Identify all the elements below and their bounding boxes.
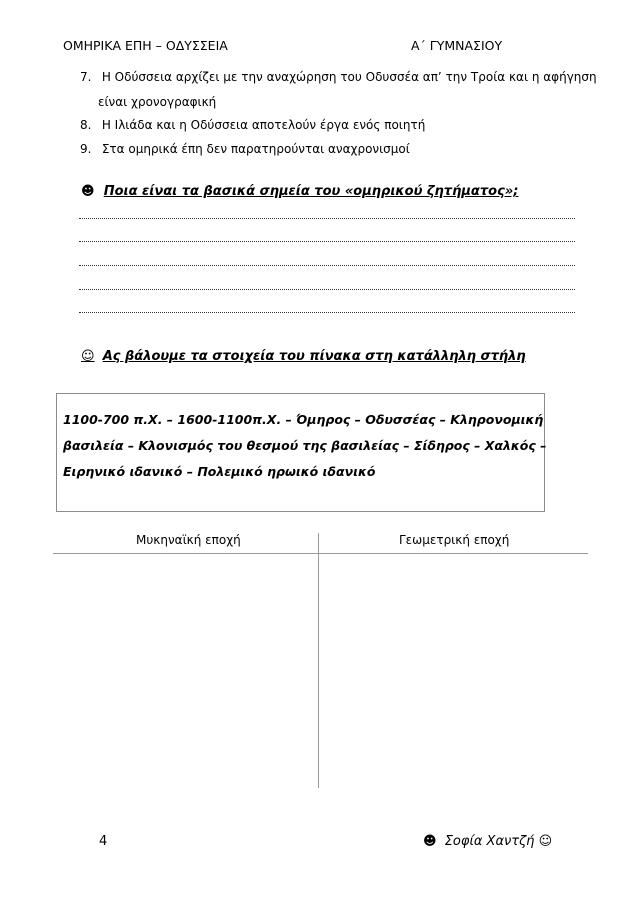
question-sort-items [81,349,526,364]
items-box [56,393,545,512]
author-signature [423,834,552,849]
statement-number: 9. [80,142,92,156]
table-column-divider [318,533,319,788]
statement-7-continuation: είναι χρονογραφική [98,95,217,109]
bullet-face-icon: ☻ [81,184,95,199]
smiley-icon: ☺ [81,349,95,364]
answer-line[interactable] [79,311,575,313]
table-header-divider [53,553,588,554]
statement-number: 8. [80,118,92,132]
answer-line[interactable] [79,217,575,219]
author-name: Σοφία Χαντζή [444,834,535,849]
column-mycenaean-area[interactable] [53,555,317,788]
column-header-geometric: Γεωμετρική εποχή [399,533,510,547]
header-class: Α΄ ΓΥΜΝΑΣΙΟΥ [411,38,503,53]
question-text: Ας βάλουμε τα στοιχεία του πίνακα στη κατάλληλη στήλη [102,349,526,364]
items-line-1: 1100-700 π.Χ. – 1600-1100π.Χ. – Όμηρος – Οδυσσέας – Κληρονομική [63,412,544,427]
column-geometric-area[interactable] [320,555,588,788]
question-text: Ποια είναι τα βασικά σημεία του «ομηρικού ζητήματος»; [103,184,519,199]
header-title: ΟΜΗΡΙΚΑ ΕΠΗ – ΟΔΥΣΣΕΙΑ [63,38,228,53]
statement-9 [80,142,410,156]
statement-text: Η Οδύσσεια αρχίζει με την αναχώρηση του Οδυσσέα απ’ την Τροία και η αφήγηση [101,70,597,84]
statement-8 [80,118,425,132]
bullet-face-icon: ☻ [423,834,437,849]
statement-text: Στα ομηρικά έπη δεν παρατηρούνται αναχρονισμοί [101,142,410,156]
statement-text: Η Ιλιάδα και η Οδύσσεια αποτελούν έργα ενός ποιητή [101,118,426,132]
statement-number: 7. [80,70,92,84]
question-homeric-issue [81,184,518,199]
answer-line[interactable] [79,240,575,242]
answer-line[interactable] [79,288,575,290]
items-line-3: Ειρηνικό ιδανικό – Πολεμικό ηρωικό ιδανικό [63,464,376,479]
items-line-2: βασιλεία – Κλονισμός του θεσμού της βασιλείας – Σίδηρος – Χαλκός – [63,438,547,453]
statement-7 [80,70,597,84]
page-number: 4 [99,834,108,849]
column-header-mycenaean: Μυκηναϊκή εποχή [136,533,241,547]
smiley-icon: ☺ [538,834,553,849]
answer-line[interactable] [79,264,575,266]
